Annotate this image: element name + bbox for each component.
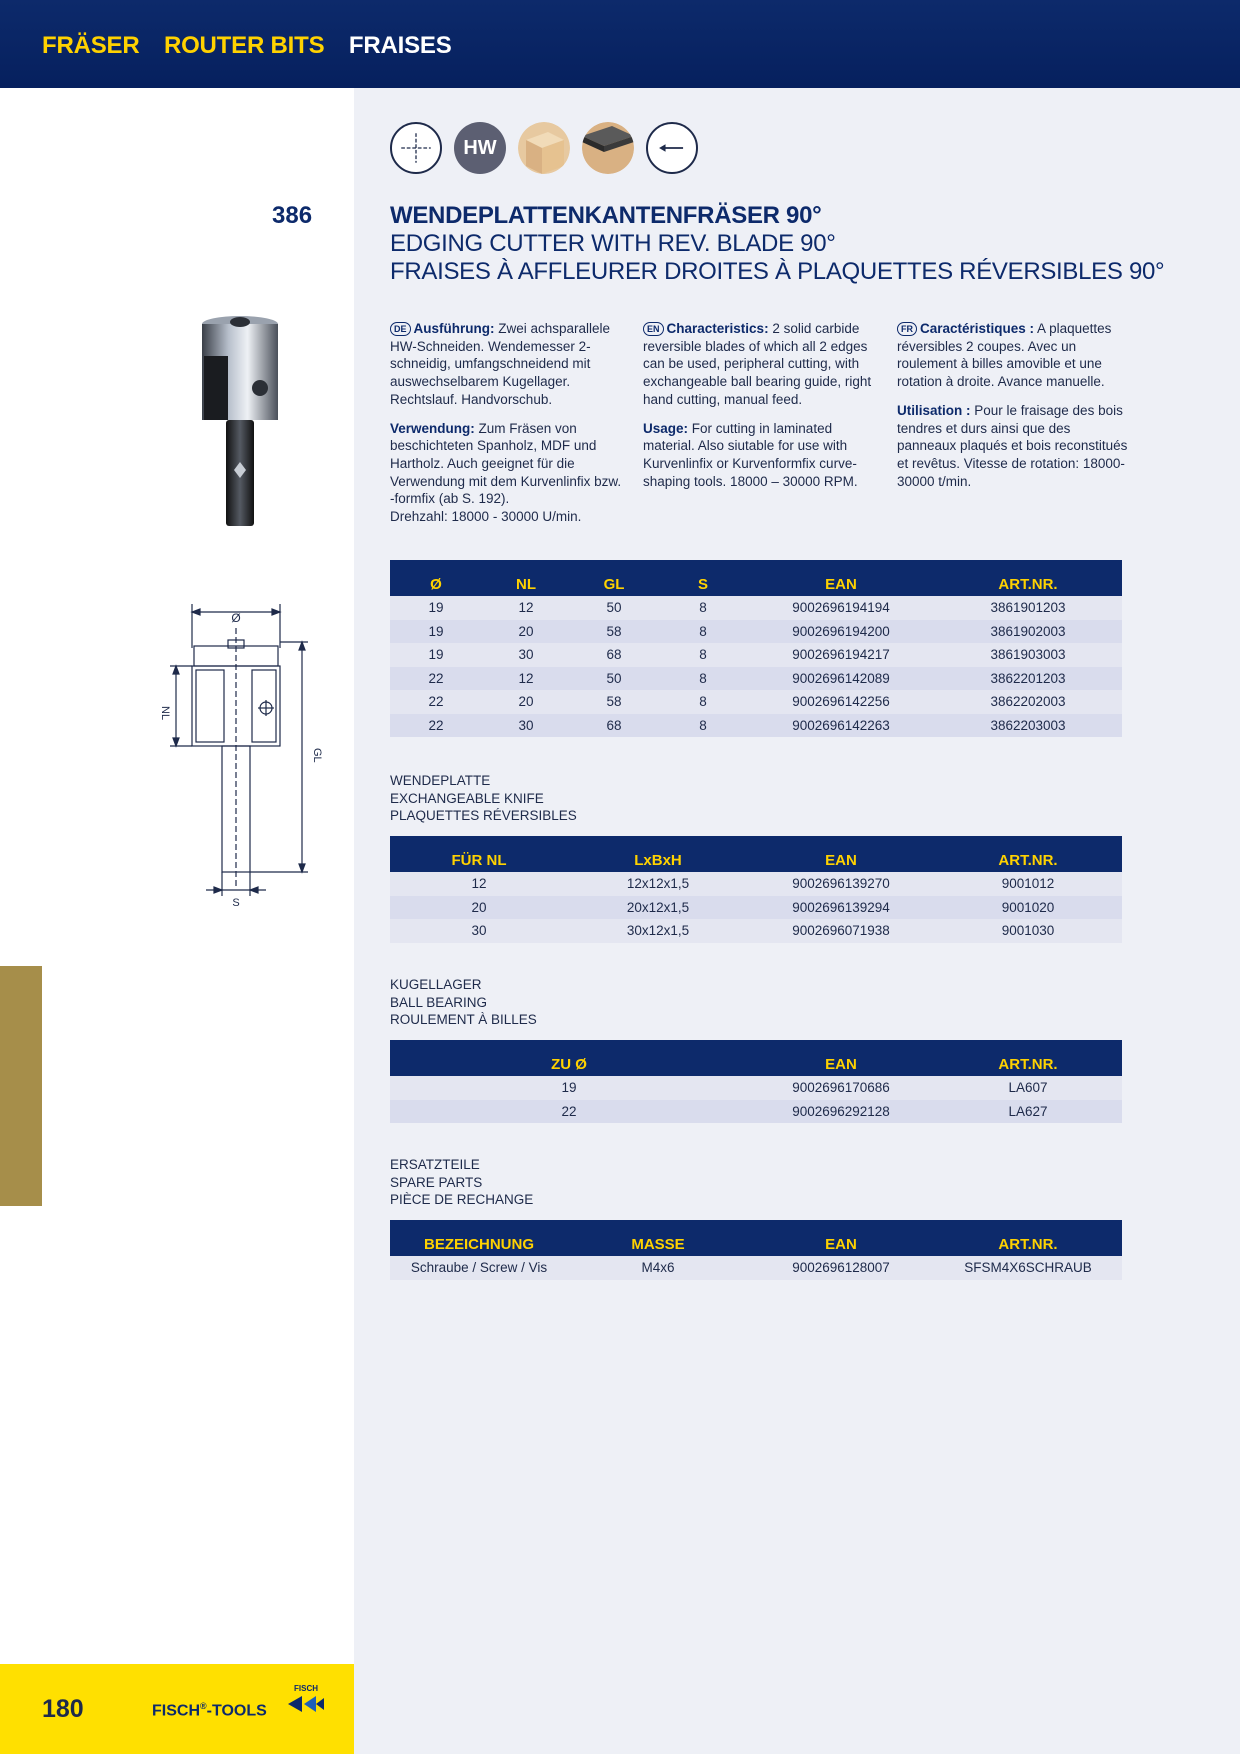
desc-de-label2: Verwendung: — [390, 420, 475, 436]
col-header-artnr: ART.NR. — [934, 836, 1122, 872]
bearing-section-label — [390, 976, 537, 1029]
desc-fr-label2: Utilisation : — [897, 402, 971, 418]
cell: 12x12x1,5 — [568, 872, 748, 896]
cell: Schraube / Screw / Vis — [390, 1256, 568, 1280]
table-row — [390, 1100, 1122, 1124]
logo-text: FISCH — [294, 1684, 318, 1693]
cell: 9001012 — [934, 872, 1122, 896]
col-header-masse: MASSE — [568, 1220, 748, 1256]
lang-badge-en: EN — [643, 322, 664, 336]
table-header-row — [390, 836, 1122, 872]
cell: 22 — [390, 714, 482, 738]
cell: 8 — [658, 596, 748, 620]
cell: 3861903003 — [934, 643, 1122, 667]
cell: 30x12x1,5 — [568, 919, 748, 943]
cell: 9002696139294 — [748, 896, 934, 920]
fisch-logo-icon — [286, 1684, 326, 1724]
cell: 12 — [482, 596, 570, 620]
crosshair-circle-icon — [390, 122, 442, 174]
cell: 9001030 — [934, 919, 1122, 943]
registered-mark: ® — [200, 1701, 207, 1711]
lang-badge-fr: FR — [897, 322, 917, 336]
table-row — [390, 643, 1122, 667]
cell: 30 — [482, 714, 570, 738]
spare-label-fr: PIÈCE DE RECHANGE — [390, 1192, 534, 1208]
cell: SFSM4X6SCHRAUB — [934, 1256, 1122, 1280]
cell: 9002696142089 — [748, 667, 934, 691]
knife-section-label — [390, 772, 577, 825]
chapter-tab — [0, 966, 42, 1206]
cell: 3862202003 — [934, 690, 1122, 714]
drawing-label-nl: NL — [159, 706, 171, 721]
desc-en-label2: Usage: — [643, 420, 689, 436]
col-header-ean: EAN — [748, 560, 934, 596]
cell: 3861902003 — [934, 620, 1122, 644]
cell: 50 — [570, 667, 658, 691]
table-header-row — [390, 1220, 1122, 1256]
header-titles — [42, 32, 470, 60]
product-title-fr: FRAISES À AFFLEURER DROITES À PLAQUETTES RÉVERSIBLES 90° — [390, 258, 1165, 285]
col-header-fur-nl: FÜR NL — [390, 836, 568, 872]
description-fr — [897, 320, 1129, 501]
cell: 20 — [390, 896, 568, 920]
brand-text: FISCH — [152, 1702, 200, 1720]
header-title-en: ROUTER BITS — [163, 32, 325, 59]
table-row — [390, 620, 1122, 644]
table-row — [390, 690, 1122, 714]
brand-suffix: -TOOLS — [206, 1702, 267, 1720]
cell: 8 — [658, 667, 748, 691]
cell: 12 — [390, 872, 568, 896]
cell: 9002696292128 — [748, 1100, 934, 1124]
cell: 19 — [390, 643, 482, 667]
desc-fr-text2: Pour le fraisage des bois tendres et durs ainsi que des panneaux plaqués et bois reconstitués et revêtus. Vitesse de rotation: 18000-30000 t/min. — [897, 402, 1128, 489]
header-title-de: FRÄSER — [42, 32, 140, 59]
drawing-label-gl: GL — [311, 748, 323, 763]
brand-name — [152, 1701, 267, 1720]
cell: M4x6 — [568, 1256, 748, 1280]
col-header-ean: EAN — [748, 836, 934, 872]
table-row — [390, 919, 1122, 943]
lang-badge-de: DE — [390, 322, 411, 336]
col-header-nl: NL — [482, 560, 570, 596]
cell: 22 — [390, 667, 482, 691]
technical-drawing — [150, 598, 330, 908]
drawing-label-diameter: Ø — [231, 611, 241, 625]
col-header-bezeichnung: BEZEICHNUNG — [390, 1220, 568, 1256]
main-spec-table — [390, 560, 1122, 737]
table-row — [390, 714, 1122, 738]
cell: 8 — [658, 714, 748, 738]
spare-section-label — [390, 1156, 533, 1209]
drawing-label-s: S — [232, 897, 240, 908]
cell: 20 — [482, 690, 570, 714]
wood-block-icon — [518, 122, 570, 174]
table-row — [390, 1076, 1122, 1100]
cell: 58 — [570, 690, 658, 714]
description-en — [643, 320, 881, 501]
cell: 8 — [658, 690, 748, 714]
cell: 9002696170686 — [748, 1076, 934, 1100]
cell: 3862201203 — [934, 667, 1122, 691]
product-title — [390, 202, 1164, 286]
cell: 9002696071938 — [748, 919, 934, 943]
spare-label-de: ERSATZTEILE — [390, 1157, 480, 1172]
col-header-zu-diameter: ZU Ø — [390, 1040, 748, 1076]
knife-label-fr: PLAQUETTES RÉVERSIBLES — [390, 808, 577, 824]
cell: 9002696142263 — [748, 714, 934, 738]
cell: 30 — [482, 643, 570, 667]
cell: 58 — [570, 620, 658, 644]
cell: 8 — [658, 620, 748, 644]
hw-carbide-icon: HW — [454, 122, 506, 174]
bearing-label-fr: ROULEMENT À BILLES — [390, 1012, 537, 1028]
col-header-ean: EAN — [748, 1220, 934, 1256]
desc-de-label1: Ausführung: — [413, 321, 495, 336]
cell: 20x12x1,5 — [568, 896, 748, 920]
col-header-artnr: ART.NR. — [934, 1220, 1122, 1256]
description-de — [390, 320, 628, 537]
feature-icons — [390, 122, 698, 174]
table-header-row — [390, 1040, 1122, 1076]
knife-table — [390, 836, 1122, 943]
cell: 19 — [390, 1076, 748, 1100]
cell: 19 — [390, 596, 482, 620]
cell: LA627 — [934, 1100, 1122, 1124]
product-title-de: WENDEPLATTENKANTENFRÄSER 90° — [390, 202, 822, 229]
cell: 22 — [390, 690, 482, 714]
col-header-diameter: Ø — [390, 560, 482, 596]
desc-fr-label1: Caractéristiques : — [920, 321, 1035, 336]
cell: 9002696194217 — [748, 643, 934, 667]
table-row — [390, 896, 1122, 920]
col-header-ean: EAN — [748, 1040, 934, 1076]
cell: 9002696142256 — [748, 690, 934, 714]
bearing-label-de: KUGELLAGER — [390, 977, 482, 992]
desc-fr-text1: A plaquettes réversibles 2 coupes. Avec un roulement à billes amovible et une rotation à droite. Avance manuelle. — [897, 321, 1112, 390]
desc-en-label1: Characteristics: — [666, 321, 769, 336]
desc-en-text2: For cutting in laminated material. Also siutable for use with Kurvenlinfix or Kurvenformfix curve-shaping tools. 18000 – 30000 RPM. — [643, 420, 858, 489]
col-header-s: S — [658, 560, 748, 596]
product-title-en: EDGING CUTTER WITH REV. BLADE 90° — [390, 230, 836, 257]
cell: 20 — [482, 620, 570, 644]
desc-en-text1: 2 solid carbide reversible blades of which all 2 edges can be used, peripheral cutting, with exchangeable ball bearing guide, right hand cutting, manual feed. — [643, 321, 872, 407]
col-header-lxbxh: LxBxH — [568, 836, 748, 872]
bearing-label-en: BALL BEARING — [390, 994, 488, 1010]
cell: 19 — [390, 620, 482, 644]
knife-label-en: EXCHANGEABLE KNIFE — [390, 790, 544, 806]
cell: 30 — [390, 919, 568, 943]
router-bit-photo — [190, 312, 290, 534]
desc-de-text3: Drehzahl: 18000 - 30000 U/min. — [390, 509, 582, 525]
col-header-artnr: ART.NR. — [934, 560, 1122, 596]
page-number: 180 — [42, 1695, 84, 1723]
arrow-left-circle-icon — [646, 122, 698, 174]
col-header-artnr: ART.NR. — [934, 1040, 1122, 1076]
cell: 9002696194194 — [748, 596, 934, 620]
table-row — [390, 1256, 1122, 1280]
cell: 3862203003 — [934, 714, 1122, 738]
article-number: 386 — [272, 202, 313, 229]
col-header-gl: GL — [570, 560, 658, 596]
cell: 22 — [390, 1100, 748, 1124]
cell: 8 — [658, 643, 748, 667]
cell: 68 — [570, 714, 658, 738]
header-bar — [0, 0, 1240, 88]
table-header-row — [390, 560, 1122, 596]
laminated-board-icon — [582, 122, 634, 174]
knife-label-de: WENDEPLATTE — [390, 773, 491, 788]
cell: 9002696128007 — [748, 1256, 934, 1280]
header-title-fr: FRAISES — [348, 32, 452, 59]
spare-table — [390, 1220, 1122, 1280]
cell: 12 — [482, 667, 570, 691]
desc-de-text1: Zwei achsparallele HW-Schneiden. Wendemesser 2-schneidig, umfangschneidend mit auswechselbarem Kugellager. Rechtslauf. Handvorschub. — [390, 321, 611, 407]
cell: 3861901203 — [934, 596, 1122, 620]
cell: 50 — [570, 596, 658, 620]
table-row — [390, 872, 1122, 896]
bearing-table — [390, 1040, 1122, 1123]
desc-de-text2: Zum Fräsen von beschichteten Spanholz, MDF und Hartholz. Auch geeignet für die Verwendung mit dem Kurvenlinfix bzw. -formfix (ab S. 192). — [390, 420, 622, 507]
cell: 9002696139270 — [748, 872, 934, 896]
spare-label-en: SPARE PARTS — [390, 1174, 483, 1190]
table-row — [390, 667, 1122, 691]
cell: 68 — [570, 643, 658, 667]
cell: 9001020 — [934, 896, 1122, 920]
cell: LA607 — [934, 1076, 1122, 1100]
cell: 9002696194200 — [748, 620, 934, 644]
footer — [0, 1664, 354, 1754]
table-row — [390, 596, 1122, 620]
